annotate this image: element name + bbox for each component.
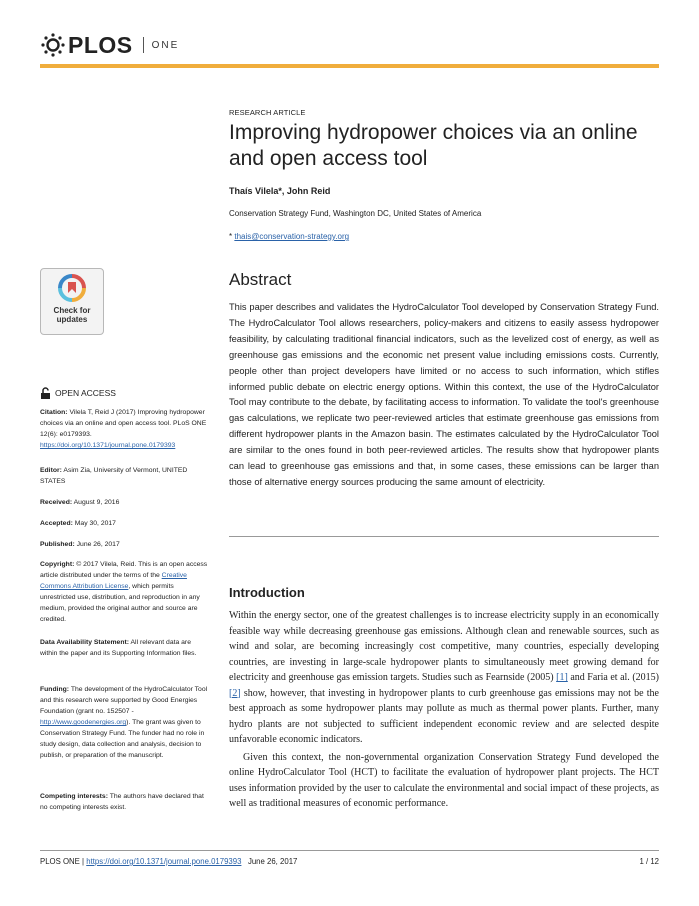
funding-block: [40, 684, 210, 761]
check-for-updates-badge[interactable]: [40, 268, 104, 335]
plos-logo: [40, 33, 179, 57]
introduction-body: [229, 608, 659, 812]
reference-link-2[interactable]: [2]: [229, 687, 241, 699]
citation-block: [40, 407, 210, 451]
license-link[interactable]: Creative Commons Attribution License: [40, 572, 187, 590]
data-availability-label: Data Availability Statement:: [40, 639, 130, 646]
funder-link[interactable]: http://www.goodenergies.org: [40, 719, 127, 726]
citation-label: Citation:: [40, 409, 68, 416]
editor-text: Asim Zia, University of Vermont, UNITED STATES: [40, 467, 188, 485]
competing-interests-text: The authors have declared that no competing interests exist.: [40, 793, 204, 811]
journal-name: ONE: [151, 39, 180, 51]
received-label: Received:: [40, 499, 73, 506]
funding-label: Funding:: [40, 686, 70, 693]
citation-text: Vilela T, Reid J (2017) Improving hydropower choices via an online and open access tool. PLoS ONE 12(6): e0179393.: [40, 409, 207, 438]
received-block: [40, 497, 210, 508]
introduction-heading: Introduction: [229, 585, 305, 600]
copyright-label: Copyright:: [40, 561, 75, 568]
affiliation: Conservation Strategy Fund, Washington DC, United States of America: [229, 209, 482, 218]
data-availability-text: All relevant data are within the paper and its Supporting Information files.: [40, 639, 197, 657]
accepted-block: [40, 518, 210, 529]
crossmark-icon: [58, 274, 86, 302]
header-accent-rule: [40, 64, 659, 68]
received-date: August 9, 2016: [72, 499, 120, 506]
footer-date: June 26, 2017: [247, 857, 298, 866]
published-label: Published:: [40, 541, 75, 548]
intro-paragraph-2: Given this context, the non-governmental organization Conservation Strategy Fund developed the online HydroCalculator Tool (HCT) to facilitate the evaluation of hydropower plant projects. The HCT uses information provided by the user to calculate the environmental and social impact of these projects, as well as traditional measures of economic performance.: [229, 751, 659, 809]
abstract-text: This paper describes and validates the HydroCalculator Tool developed by Conservation Strategy Fund. The HydroCalculator Tool allows researchers, policy-makers and citizens to easily assess hydropower feasibility, by calculating traditional financial indicators, such as the levelized cost of energy, as well as greenhouse gas emissions and the economic net present value including emissions costs. Currently, people other than project developers have limited or no access to such information, which stifles informed public debate on electric energy options. Within this context, the use of the HydroCalculator Tool may contribute to the debate, by facilitating access to information. To validate the tool's greenhouse gas calculations, we replicate two peer-reviewed articles that estimate greenhouse gas emissions from different hydropower plants in the Amazon basin. The estimates calculated by the HydroCalculator Tool are similar to the ones found in both peer-reviewed articles. The results show that hydropower plants can lead to greenhouse gas emissions and that, in some cases, these emissions can be larger than those of alternative energy sources producing the same amount of electricity.: [229, 302, 659, 487]
accepted-label: Accepted:: [40, 520, 73, 527]
article-title: Improving hydropower choices via an online and open access tool: [229, 121, 638, 170]
abstract-heading: Abstract: [229, 270, 292, 289]
page-number: 1 / 12: [639, 857, 659, 866]
footer-citation: [40, 857, 297, 866]
badge-label-line2: updates: [56, 315, 88, 324]
editor-block: [40, 465, 210, 487]
competing-interests-label: Competing interests:: [40, 793, 108, 800]
intro-text: Within the energy sector, one of the greatest challenges is to increase electricity supply in an economically feasible way while decreasing greenhouse gas emissions. Although clean and renewable sources, such as wind and solar, are becoming increasingly cost competitive, many countries, especially developing countries, are investing in large-scale hydropower plants to simultaneously meet growing demand for electricity and greenhouse gas emission targets. Studies such as Fearnside (2005): [229, 610, 659, 683]
published-block: [40, 539, 210, 550]
footer-doi-link[interactable]: https://doi.org/10.1371/journal.pone.0179393: [86, 857, 242, 866]
intro-paragraph-1: [229, 608, 659, 748]
funding-text: ). The grant was given to Conservation Strategy Fund. The funder had no role in study design, data collection and analysis, decision to publish, or preparation of the manuscript.: [40, 719, 205, 759]
accepted-date: May 30, 2017: [72, 520, 116, 527]
copyright-text: © 2017 Vilela, Reid. This is an open access article distributed under the terms of the: [40, 561, 208, 579]
article-type: RESEARCH ARTICLE: [229, 108, 306, 117]
plos-sunburst-icon: [40, 32, 66, 58]
badge-label: [41, 306, 103, 324]
email-marker: *: [229, 232, 233, 241]
section-divider: [229, 536, 659, 537]
funding-text: The development of the HydroCalculator Tool and this research were supported by Good Energies Foundation (grant no. 152507 -: [40, 686, 208, 715]
published-date: June 26, 2017: [74, 541, 120, 548]
badge-label-line1: Check for: [53, 306, 91, 315]
open-access-label: [40, 387, 116, 399]
copyright-block: [40, 559, 210, 625]
email-link[interactable]: thais@conservation-strategy.org: [234, 232, 350, 241]
logo-divider: [143, 37, 144, 53]
editor-label: Editor:: [40, 467, 62, 474]
footer-journal: PLOS ONE |: [40, 857, 87, 866]
plos-wordmark: PLOS: [68, 31, 133, 58]
intro-text: show, however, that investing in hydropower plants to curb greenhouse gas emissions may not be the best approach as some hydropower plants may pollute as much as thermal power plants. Further, many hydro plants are not subjected to sufficient independent economic review and are selected despite unfavorable economic indicators.: [229, 687, 659, 745]
data-availability-block: [40, 637, 210, 659]
open-access-text: OPEN ACCESS: [55, 388, 116, 398]
intro-text: and Faria et al. (2015): [567, 672, 659, 683]
author-list: Thaís Vilela*, John Reid: [229, 186, 331, 196]
corresponding-email: [229, 232, 349, 241]
footer-rule: [40, 850, 659, 851]
open-lock-icon: [40, 387, 51, 399]
citation-doi-link[interactable]: https://doi.org/10.1371/journal.pone.0179393: [40, 442, 176, 449]
competing-interests-block: [40, 791, 210, 813]
copyright-text: , which permits unrestricted use, distribution, and reproduction in any medium, provided the original author and source are credited.: [40, 583, 200, 623]
reference-link-1[interactable]: [1]: [556, 672, 568, 683]
